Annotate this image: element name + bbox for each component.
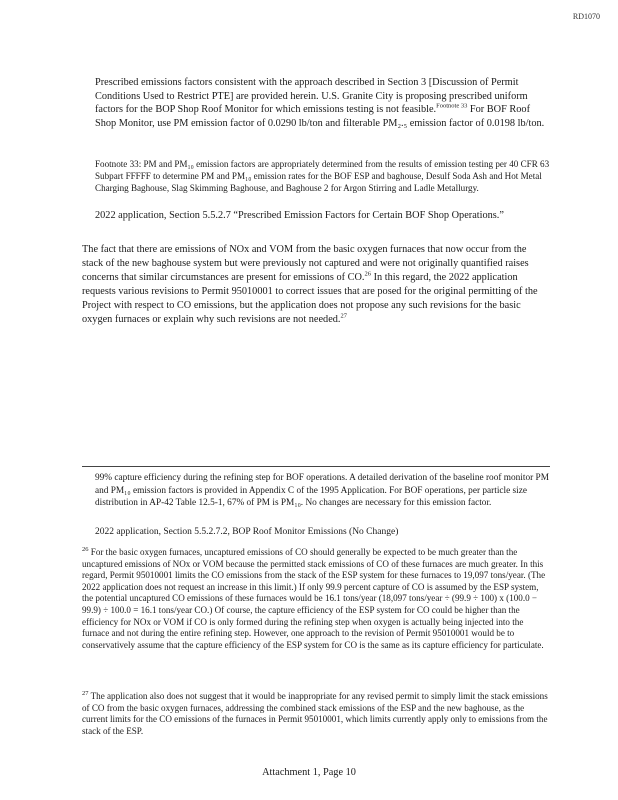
quoted-footnote-33: Footnote 33: PM and PM₁₀ emission factors are appropriately determined from the results of emission testing per 40 CFR 63 Subpart FFFFF to determine PM and PM₁₀ emission rates for the BOF ESP and baghouse, Desulf Soda Ash and Hot Metal Charging Baghouse, Slag Skimming Baghouse, and Baghouse 2 for Argon Stirring and Ladle Metallurgy. bbox=[95, 159, 550, 193]
footnote-number: 27 bbox=[82, 689, 89, 697]
footnote-26 bbox=[82, 547, 550, 651]
footnote-number: 26 bbox=[82, 545, 89, 553]
citation-2: 2022 application, Section 5.5.2.7.2, BOP Roof Monitor Emissions (No Change) bbox=[95, 527, 399, 537]
footnote-ref-33: Footnote 33 bbox=[436, 102, 468, 110]
footnote-text: For the basic oxygen furnaces, uncaptured emissions of CO should generally be expected to be much greater than the uncaptured emissions of NOx or VOM because the permitted stack emissions of CO of these furnaces are much greater. In this regard, Permit 95010001 limits the CO emissions from the stack of the ESP system for these furnaces to 19,097 tons/year. (The 2022 application does not request an increase in this limit.) If only 99.9 percent capture of CO is assumed by the ESP system, the potential uncaptured CO emissions of these furnaces would be 16.1 tons/year (18,097 tons/year ÷ (99.9 ÷ 100) x (100.0 − 99.9) ÷ 100.0 = 16.1 tons/year CO.) Of course, the capture efficiency of the ESP system for CO could be higher than the efficiency for NOx or VOM if CO is only formed during the refining step when oxygen is actually being injected into the furnace and not during the entire refining step. However, one approach to the revision of Permit 95010001 would be to conservatively assume that the capture efficiency of the ESP system for CO is the same as its capture efficiency for particulate. bbox=[82, 547, 546, 650]
document-code: RD1070 bbox=[572, 12, 600, 21]
quoted-footnote-continuation: 99% capture efficiency during the refining step for BOF operations. A detailed derivation of the baseline roof monitor PM and PM₁₀ emission factors is provided in Appendix C of the 1995 Application. For BOF operations, per particle size distribution in AP-42 Table 12.5-1, 67% of PM is PM₁₀. No changes are necessary for this emission factor. bbox=[95, 473, 549, 509]
quoted-paragraph-tail: For BOF Roof Shop Monitor, use PM emission factor of 0.0290 lb/ton and filterable PM₂.₅ emission factor of 0.0198 lb/ton. bbox=[95, 104, 545, 129]
citation-1: 2022 application, Section 5.5.2.7 “Prescribed Emission Factors for Certain BOF Shop Operations.” bbox=[95, 210, 504, 221]
body-paragraph bbox=[82, 243, 550, 328]
footnote-marker-26: 26 bbox=[364, 270, 372, 278]
body-text: The fact that there are emissions of NOx and VOM from the basic oxygen furnaces that now occur from the stack of the new baghouse system but were previously not captured and were not originally quantified raises concerns that similar circumstances are present for emissions of CO. bbox=[82, 244, 529, 284]
footnote-marker-27: 27 bbox=[340, 313, 347, 321]
footnote-text: The application also does not suggest that it would be inappropriate for any revised permit to simply limit the stack emissions of CO from the basic oxygen furnaces, addressing the combined stack emissions of the ESP and the new baghouse, as the current limits for the CO emissions of the furnaces in Permit 95010001, which limits currently apply only to emissions from the stack of the ESP. bbox=[82, 691, 548, 736]
page-footer: Attachment 1, Page 10 bbox=[262, 767, 356, 778]
footnote-separator bbox=[82, 466, 550, 467]
quoted-paragraph: Prescribed emissions factors consistent with the approach described in Section 3 [Discussion of Permit Conditions Used to Restrict PTE] are provided herein. U.S. Granite City is proposing prescribed uniform factors for the BOP Shop Roof Monitor for which emissions testing is not feasible. bbox=[95, 77, 528, 116]
body-text-2: In this regard, the 2022 application requests various revisions to Permit 95010001 to correct issues that are posed for the original permitting of the Project with respect to CO emissions, but the application does not propose any such revisions for the basic oxygen furnaces or explain why such revisions are not needed. bbox=[82, 272, 538, 326]
quoted-passage bbox=[95, 76, 550, 130]
footnote-27 bbox=[82, 691, 550, 737]
